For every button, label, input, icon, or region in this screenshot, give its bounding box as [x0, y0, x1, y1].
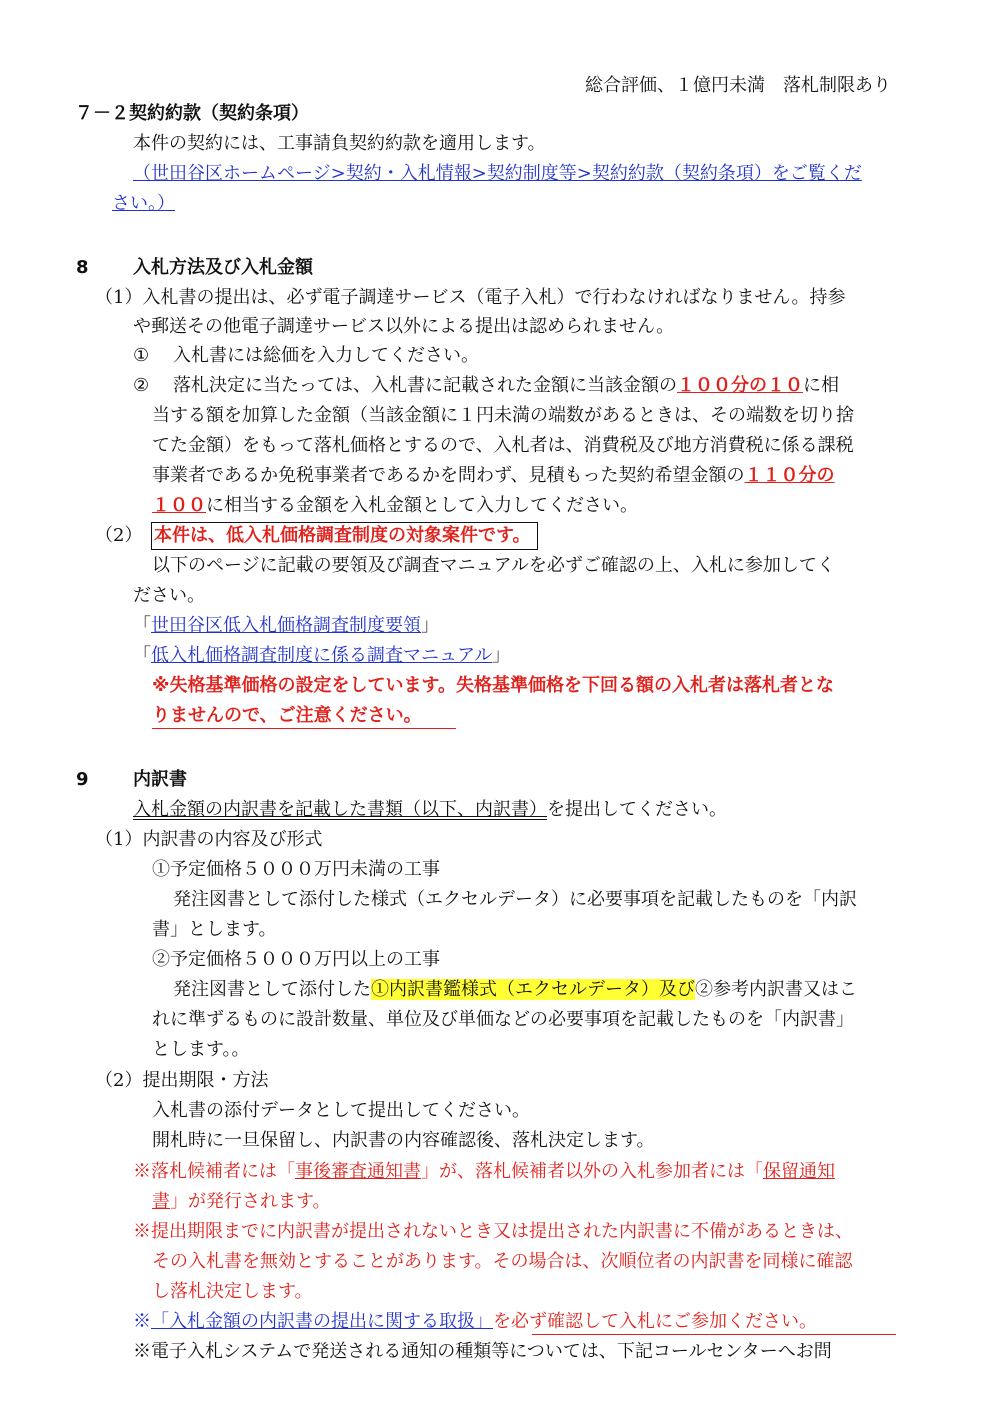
section-9-para-1: （1）内訳書の内容及び形式: [95, 829, 323, 850]
section-8-para-2-line-2: 以下のページに記載の要領及び調査マニュアルを必ずご確認の上、入札に参加してく: [152, 555, 835, 576]
item-2-line-4: 事業者であるか免税事業者であるかを問わず、見積もった契約希望金額の１１０分の: [152, 465, 835, 486]
case-a-line-2: 書」とします。: [152, 919, 277, 940]
link-row-manual: 「低入札価格調査制度に係る調査マニュアル」: [133, 645, 511, 666]
case-a-title: ①予定価格５０００万円未満の工事: [152, 859, 440, 880]
section-9-para-2-line-1: 入札書の添付データとして提出してください。: [152, 1100, 530, 1121]
case-b-title: ②予定価格５０００万円以上の工事: [152, 949, 440, 970]
section-7-2-title: ７－２契約約款（契約条項）: [75, 103, 309, 124]
post-review-notice: 事後審査通知書: [295, 1161, 421, 1182]
section-9-para-2: （2）提出期限・方法: [95, 1070, 269, 1091]
rate-10-of-100: １００分の１０: [677, 375, 803, 396]
breakdown-definition: 入札金額の内訳書を記載した書類（以下、内訳書）: [133, 799, 547, 820]
disqualification-warning-line-1: ※失格基準価格の設定をしています。失格基準価格を下回る額の入札者は落札者とな: [152, 675, 835, 696]
case-a-line-1: 発注図書として添付した様式（エクセルデータ）に必要事項を記載したものを「内訳: [173, 889, 857, 910]
note-3-underline: [532, 1334, 896, 1335]
section-8-para-2-number: （2）: [95, 525, 143, 546]
highlighted-template: ①内訳書鑑様式（エクセルデータ）及び: [371, 979, 695, 1000]
hold-notice: 保留通知: [763, 1161, 835, 1182]
low-bid-notice-box: 本件は、低入札価格調査制度の対象案件です。: [151, 522, 538, 550]
disqualification-warning-line-2: りませんので、ご注意ください。: [152, 705, 422, 726]
item-1-text: 入札書には総価を入力してください。: [173, 345, 479, 366]
breakdown-handling-link[interactable]: 「入札金額の内訳書の提出に関する取扱」: [151, 1311, 493, 1332]
section-8-para-1-line-2: や郵送その他電子調達サービス以外による提出は認められません。: [133, 316, 675, 337]
item-2-line-1: 落札決定に当たっては、入札書に記載された金額に当該金額の１００分の１０に相: [173, 375, 839, 396]
note-2-line-2: その入札書を無効とすることがあります。その場合は、次順位者の内訳書を同様に確認: [152, 1251, 853, 1272]
header-note: 総合評価、１億円未満 落札制限あり: [585, 75, 891, 96]
section-9-para-2-line-2: 開札時に一旦保留し、内訳書の内容確認後、落札決定します。: [152, 1130, 655, 1151]
item-1-number: ①: [133, 345, 150, 366]
item-2-number: ②: [133, 375, 150, 396]
case-b-line-1: 発注図書として添付した①内訳書鑑様式（エクセルデータ）及び②参考内訳書又はこ: [173, 979, 857, 1000]
section-8-number: 8: [76, 257, 89, 278]
section-7-2-body: 本件の契約には、工事請負契約約款を適用します。: [133, 133, 546, 154]
item-2-line-5: １００に相当する金額を入札金額として入力してください。: [152, 495, 638, 516]
case-b-line-2: れに準ずるものに設計数量、単位及び単価などの必要事項を記載したものを「内訳書」: [152, 1009, 854, 1030]
contract-terms-link-cont[interactable]: さい。）: [112, 193, 175, 214]
note-4: ※電子入札システムで発送される通知の種類等については、下記コールセンターへお問: [133, 1341, 832, 1362]
note-1-line-1: ※落札候補者には「事後審査通知書」が、落札候補者以外の入札参加者には「保留通知: [133, 1161, 835, 1182]
link-row-guidelines: 「世田谷区低入札価格調査制度要領」: [133, 615, 439, 636]
note-2-line-1: ※提出期限までに内訳書が提出されないとき又は提出された内訳書に不備があるときは、: [133, 1221, 853, 1242]
manual-link[interactable]: 低入札価格調査制度に係る調査マニュアル: [151, 645, 493, 666]
item-2-line-3: てた金額）をもって落札価格とするので、入札者は、消費税及び地方消費税に係る課税: [152, 435, 854, 456]
note-1-line-2: 書」が発行されます。: [152, 1191, 331, 1212]
warning-underline: [152, 728, 456, 729]
rate-110-of: １１０分の: [744, 465, 835, 486]
section-9-intro: 入札金額の内訳書を記載した書類（以下、内訳書）を提出してください。: [133, 799, 727, 820]
contract-terms-link[interactable]: （世田谷区ホームページ>契約・入札情報>契約制度等>契約約款（契約条項）をご覧くだ: [133, 163, 862, 184]
item-2-line-2: 当する額を加算した金額（当該金額に１円未満の端数があるときは、その端数を切り捨: [152, 405, 854, 426]
note-3: ※「入札金額の内訳書の提出に関する取扱」を必ず確認して入札にご参加ください。: [133, 1311, 817, 1332]
section-9-number: 9: [76, 769, 89, 790]
section-8-title: 入札方法及び入札金額: [133, 257, 313, 278]
note-2-line-3: し落札決定します。: [152, 1281, 313, 1302]
section-9-title: 内訳書: [133, 769, 187, 790]
section-8-para-2-line-3: ださい。: [133, 585, 205, 606]
guidelines-link[interactable]: 世田谷区低入札価格調査制度要領: [151, 615, 421, 636]
rate-100: １００: [152, 495, 206, 516]
case-b-line-3: とします。。: [152, 1039, 250, 1060]
section-8-para-1-line-1: （1）入札書の提出は、必ず電子調達サービス（電子入札）で行わなければなりません。持参: [95, 287, 846, 308]
